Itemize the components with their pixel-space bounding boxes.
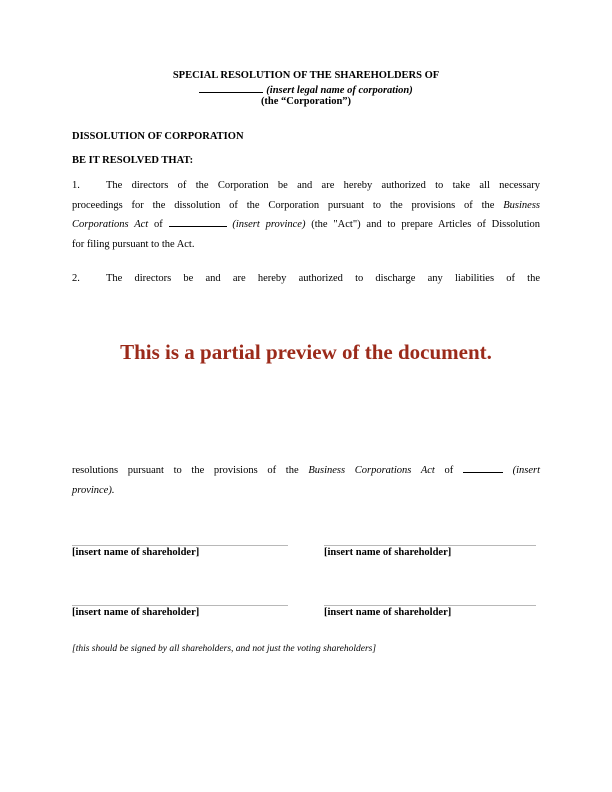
paragraph-2 (72, 269, 540, 289)
partial-preview-banner: This is a partial preview of the document. (120, 340, 492, 364)
tail-text: of (444, 465, 454, 476)
section-title: DISSOLUTION OF CORPORATION (72, 131, 244, 142)
signature-line (324, 605, 536, 606)
paragraph-2-text: The directors be and are hereby authorized to discharge any liabilities of the (106, 273, 540, 284)
paragraph-1 (72, 176, 540, 254)
signature-label: [insert name of shareholder] (324, 607, 452, 618)
paragraph-1-line-1 (72, 176, 540, 196)
resolved-heading: BE IT RESOLVED THAT: (72, 155, 194, 166)
province-hint: (insert province) (232, 219, 306, 230)
paragraph-1-text: proceedings for the dissolution of the Corporation pursuant to the provisions of the (72, 199, 495, 211)
paragraph-1-line-2 (72, 196, 540, 216)
province-hint: (insert (512, 465, 541, 476)
paragraph-1-text: The directors of the Corporation be and are hereby authorized to take all necessary (106, 180, 540, 191)
blank-line (463, 463, 503, 473)
signature-line (324, 545, 536, 546)
signature-label: [insert name of shareholder] (72, 607, 200, 618)
tail-line-2 (72, 481, 540, 501)
corporation-name-line (0, 83, 612, 97)
province-hint: province). (72, 484, 115, 496)
paragraph-1-text: of (154, 219, 163, 230)
paragraph-1-line-3 (72, 215, 540, 235)
tail-text: resolutions pursuant to the provisions of the (72, 465, 299, 476)
corporation-name-hint: (insert legal name of corporation) (266, 85, 413, 96)
paragraph-number: 2. (72, 273, 80, 284)
tail-paragraph (72, 461, 540, 500)
tail-line-1 (72, 461, 540, 481)
signature-label: [insert name of shareholder] (72, 547, 200, 558)
paragraph-2-line-1 (72, 269, 540, 289)
corporation-label: (the “Corporation”) (260, 96, 352, 107)
paragraph-1-text: for filing pursuant to the Act. (72, 238, 195, 250)
signature-line (72, 605, 288, 606)
paragraph-1-line-4 (72, 235, 540, 255)
document-title: SPECIAL RESOLUTION OF THE SHAREHOLDERS OF (172, 70, 440, 81)
act-name-italic: Business (503, 199, 540, 211)
signing-footnote: [this should be signed by all shareholders, and not just the voting shareholders] (72, 644, 377, 654)
act-name-italic: Business Corporations Act (308, 465, 435, 476)
signature-label: [insert name of shareholder] (324, 547, 452, 558)
signature-line (72, 545, 288, 546)
paragraph-number: 1. (72, 180, 80, 191)
blank-line (169, 217, 227, 227)
act-name-italic: Corporations Act (72, 219, 149, 230)
blank-line (199, 83, 263, 93)
paragraph-1-text: (the "Act") and to prepare Articles of Dissolution (311, 219, 541, 230)
